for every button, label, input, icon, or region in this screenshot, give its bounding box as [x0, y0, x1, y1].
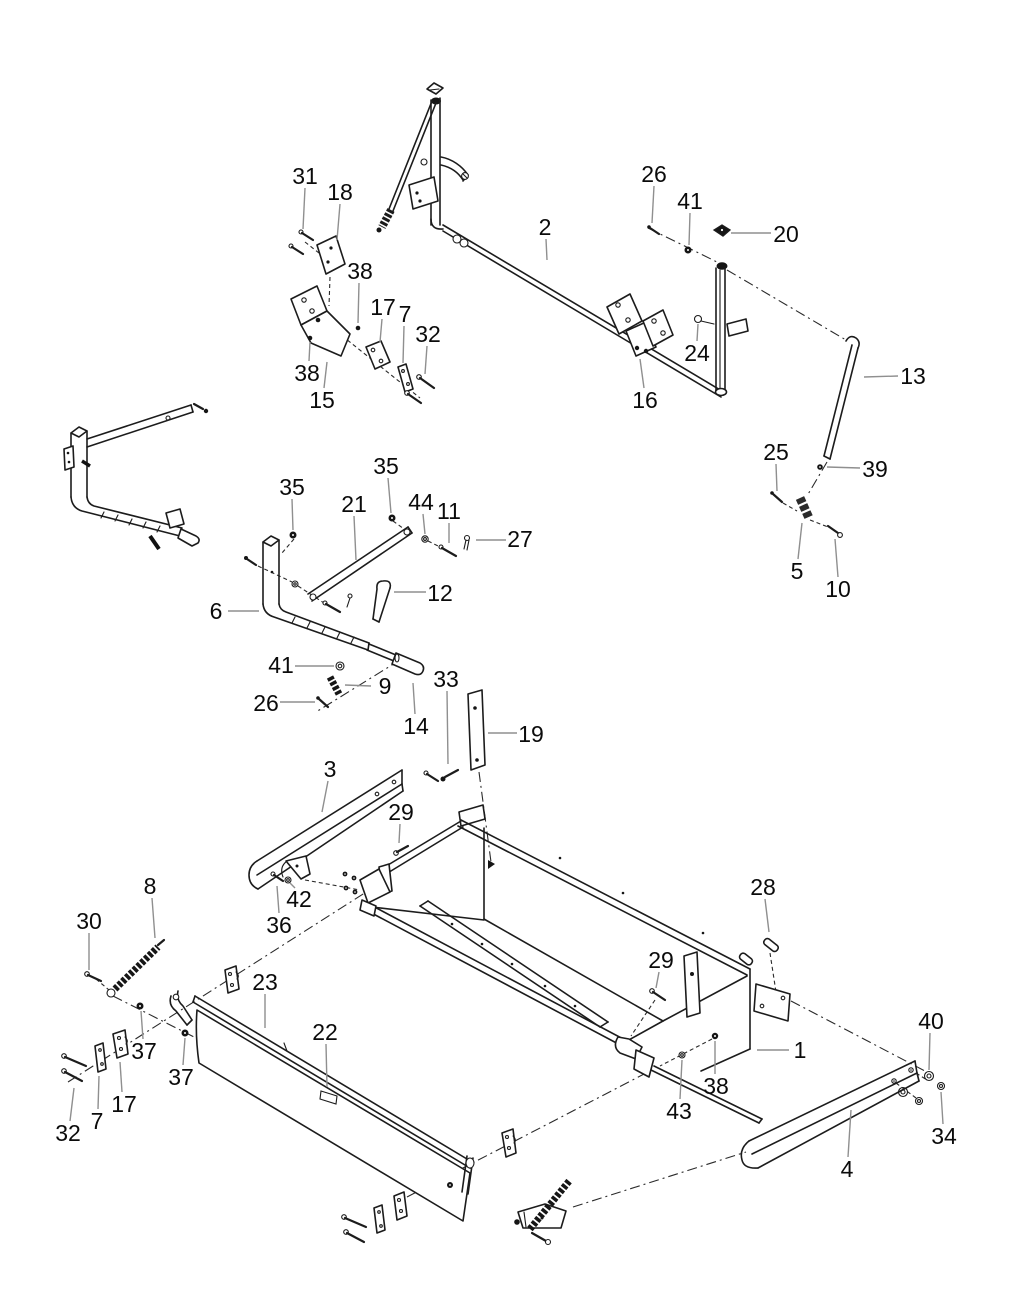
callout-leader-41-10	[689, 213, 690, 245]
callout-label-11-23: 11	[437, 498, 461, 524]
callout-label-4-53: 4	[840, 1156, 854, 1182]
callout-label-17-3: 17	[370, 294, 396, 320]
callout-leader-44-22	[423, 514, 425, 534]
callout-label-35-20: 35	[373, 453, 399, 479]
callout-label-1-48: 1	[793, 1037, 807, 1063]
callout-label-32-5: 32	[415, 321, 441, 347]
callout-leader-29-47	[656, 972, 659, 988]
callout-leader-40-51	[929, 1033, 930, 1070]
callout-leader-17-3	[380, 319, 382, 342]
callout-label-44-22: 44	[408, 489, 434, 515]
callout-label-43-50: 43	[666, 1098, 692, 1124]
callout-label-20-11: 20	[773, 221, 799, 247]
callout-leader-21-21	[354, 516, 356, 560]
callout-label-38-49: 38	[703, 1073, 729, 1099]
callout-label-27-24: 27	[507, 526, 533, 552]
callout-leader-35-20	[388, 478, 391, 513]
callout-label-9-28: 9	[378, 673, 392, 699]
callout-label-26-29: 26	[253, 690, 279, 716]
callout-label-30-38: 30	[76, 908, 102, 934]
callout-leader-31-0	[303, 188, 305, 229]
callout-label-23-39: 23	[252, 969, 278, 995]
callout-label-38-2: 38	[347, 258, 373, 284]
callout-leader-34-52	[941, 1092, 943, 1124]
callout-label-22-40: 22	[312, 1019, 338, 1045]
spring-8-assembly	[85, 940, 164, 997]
lift-rod-2	[443, 225, 722, 397]
callout-label-10-18: 10	[825, 576, 851, 602]
callout-label-40-51: 40	[918, 1008, 944, 1034]
upright-post-assembly	[377, 83, 469, 233]
left-frame-assembled	[64, 404, 208, 549]
callout-label-7-44: 7	[90, 1108, 104, 1134]
callout-leader-39-16	[827, 467, 860, 468]
callout-label-42-35: 42	[286, 886, 312, 912]
callout-leader-28-46	[765, 899, 769, 932]
callout-label-8-37: 8	[143, 873, 157, 899]
callout-leader-43-50	[680, 1060, 682, 1099]
callout-leader-17-43	[120, 1062, 122, 1092]
callout-label-24-12: 24	[684, 340, 710, 366]
callout-label-14-30: 14	[403, 713, 429, 739]
callout-label-38-6: 38	[294, 360, 320, 386]
callout-leader-3-33	[322, 781, 328, 812]
callout-leader-13-14	[864, 376, 898, 377]
callout-label-26-9: 26	[641, 161, 667, 187]
callout-leader-2-8	[546, 239, 547, 260]
callout-leader-36-36	[277, 886, 279, 913]
callout-label-37-41: 37	[131, 1038, 157, 1064]
callout-label-37-42: 37	[168, 1064, 194, 1090]
callout-leader-14-30	[413, 683, 415, 714]
callout-leader-38-6	[309, 342, 310, 361]
callout-label-36-36: 36	[266, 912, 292, 938]
callout-label-41-10: 41	[677, 188, 703, 214]
callout-leader-15-7	[324, 362, 327, 388]
callout-label-41-27: 41	[268, 652, 294, 678]
callout-leader-33-31	[447, 691, 448, 764]
callout-leader-32-5	[425, 346, 427, 374]
callout-label-29-47: 29	[648, 947, 674, 973]
callout-label-25-15: 25	[763, 439, 789, 465]
callout-leader-8-37	[152, 898, 155, 938]
callout-label-2-8: 2	[538, 214, 552, 240]
callout-leader-22-40	[326, 1044, 327, 1087]
callout-label-18-1: 18	[327, 179, 353, 205]
pivot-bracket-16	[607, 294, 673, 356]
callout-leader-25-15	[776, 464, 777, 491]
callout-leader-9-28	[345, 685, 371, 686]
callout-leader-24-12	[697, 324, 698, 341]
callout-leader-16-13	[640, 359, 644, 388]
callout-leader-4-53	[848, 1110, 851, 1157]
callout-label-39-16: 39	[862, 456, 888, 482]
callout-label-5-17: 5	[790, 558, 804, 584]
callout-label-19-32: 19	[518, 721, 544, 747]
callout-label-28-46: 28	[750, 874, 776, 900]
callout-label-16-13: 16	[632, 387, 658, 413]
callout-label-7-4: 7	[398, 301, 412, 327]
callout-label-21-21: 21	[341, 491, 367, 517]
callout-label-3-33: 3	[323, 756, 337, 782]
support-rail-3	[249, 770, 438, 889]
callout-label-33-31: 33	[433, 666, 459, 692]
callout-label-12-26: 12	[427, 580, 453, 606]
callout-label-15-7: 15	[309, 387, 335, 413]
callout-leader-5-17	[798, 523, 802, 559]
lift-rod-13-assembly	[770, 337, 859, 538]
callout-leader-29-34	[399, 824, 400, 843]
callout-leader-18-1	[337, 204, 340, 240]
callout-label-32-45: 32	[55, 1120, 81, 1146]
callout-label-34-52: 34	[931, 1123, 957, 1149]
callout-label-13-14: 13	[900, 363, 926, 389]
callout-leader-7-4	[403, 326, 404, 363]
callout-leader-32-45	[70, 1088, 74, 1121]
callout-label-17-43: 17	[111, 1091, 137, 1117]
callout-leader-37-42	[183, 1038, 185, 1065]
callout-label-6-25: 6	[209, 598, 223, 624]
callout-leader-38-2	[358, 283, 359, 323]
callout-layer	[55, 161, 957, 1182]
callout-leader-10-18	[835, 539, 838, 577]
callout-leader-7-44	[98, 1076, 99, 1109]
callout-label-35-19: 35	[279, 474, 305, 500]
callout-leader-26-9	[652, 186, 654, 223]
callout-leader-35-19	[292, 499, 293, 530]
callout-label-29-34: 29	[388, 799, 414, 825]
callout-label-31-0: 31	[292, 163, 318, 189]
bumper-rail-4	[741, 1061, 944, 1168]
